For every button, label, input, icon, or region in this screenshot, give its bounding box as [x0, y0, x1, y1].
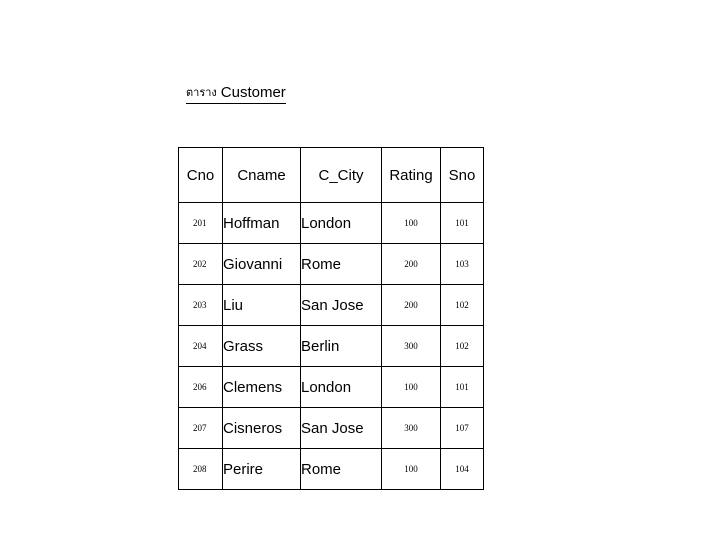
- cell-cname: Grass: [223, 326, 301, 367]
- cell-cno: 204: [179, 326, 223, 367]
- cell-sno: 103: [441, 244, 484, 285]
- table-row: [179, 285, 484, 326]
- table-row: [179, 408, 484, 449]
- cell-sno: 107: [441, 408, 484, 449]
- table-caption: [186, 84, 286, 104]
- cell-sno: 101: [441, 367, 484, 408]
- cell-cname: Clemens: [223, 367, 301, 408]
- cell-c-city: London: [301, 203, 382, 244]
- cell-cname: Hoffman: [223, 203, 301, 244]
- caption-table-name: Customer: [220, 84, 286, 101]
- cell-sno: 102: [441, 326, 484, 367]
- cell-cname: Cisneros: [223, 408, 301, 449]
- cell-rating: 200: [382, 244, 441, 285]
- cell-c-city: San Jose: [301, 285, 382, 326]
- table-row: [179, 203, 484, 244]
- caption-prefix: ตาราง: [186, 87, 217, 99]
- cell-cno: 206: [179, 367, 223, 408]
- header-row: [179, 148, 484, 203]
- cell-rating: 100: [382, 203, 441, 244]
- cell-c-city: Rome: [301, 244, 382, 285]
- column-header-sno: Sno: [441, 148, 484, 203]
- cell-cno: 203: [179, 285, 223, 326]
- customer-table: [178, 147, 484, 490]
- column-header-rating: Rating: [382, 148, 441, 203]
- column-header-cno: Cno: [179, 148, 223, 203]
- cell-sno: 102: [441, 285, 484, 326]
- cell-rating: 300: [382, 326, 441, 367]
- cell-rating: 100: [382, 367, 441, 408]
- cell-cno: 208: [179, 449, 223, 490]
- cell-c-city: Berlin: [301, 326, 382, 367]
- table-row: [179, 449, 484, 490]
- column-header-cname: Cname: [223, 148, 301, 203]
- cell-cno: 202: [179, 244, 223, 285]
- cell-sno: 104: [441, 449, 484, 490]
- cell-rating: 200: [382, 285, 441, 326]
- cell-rating: 300: [382, 408, 441, 449]
- cell-c-city: Rome: [301, 449, 382, 490]
- cell-cname: Perire: [223, 449, 301, 490]
- table-row: [179, 326, 484, 367]
- cell-c-city: San Jose: [301, 408, 382, 449]
- cell-sno: 101: [441, 203, 484, 244]
- cell-cno: 207: [179, 408, 223, 449]
- cell-cname: Liu: [223, 285, 301, 326]
- table-row: [179, 367, 484, 408]
- cell-c-city: London: [301, 367, 382, 408]
- table-row: [179, 244, 484, 285]
- cell-cno: 201: [179, 203, 223, 244]
- cell-rating: 100: [382, 449, 441, 490]
- column-header-c-city: C_City: [301, 148, 382, 203]
- cell-cname: Giovanni: [223, 244, 301, 285]
